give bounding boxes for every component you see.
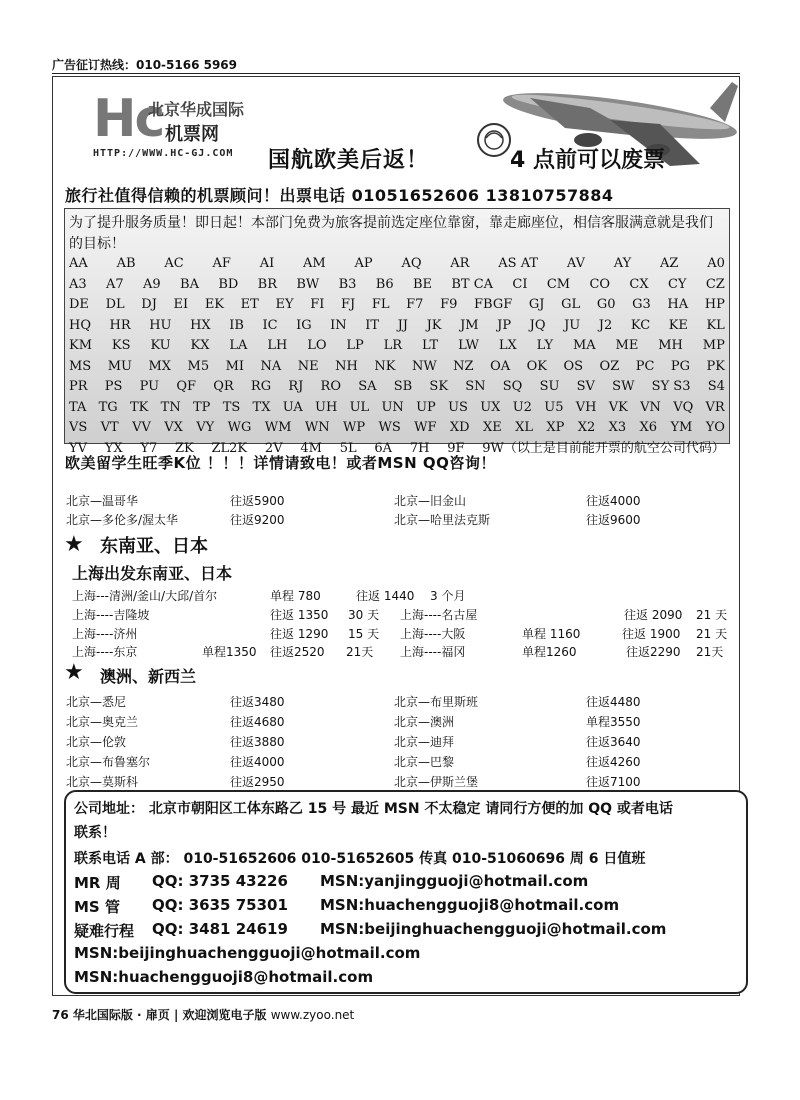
airline-code: YV	[69, 440, 87, 456]
airline-code: PS	[104, 379, 123, 394]
fare-price: 往返4680	[230, 715, 285, 729]
fare-route: 北京—迪拜	[394, 735, 455, 749]
airline-code: US	[448, 399, 468, 415]
fare-route: 北京—布鲁塞尔	[66, 755, 151, 769]
service-intro: 为了提升服务质量！即日起！本部门免费为旅客提前选定座位靠窗，靠走廊座位，相信客服满意就是我们的目标！	[69, 215, 713, 252]
airline-code: VX	[164, 420, 183, 435]
airline-code-row	[69, 295, 725, 316]
airline-code: 9F	[447, 440, 465, 456]
airline-code: SQ	[502, 379, 523, 394]
airline-code: JJ	[397, 317, 409, 333]
airline-code: XD	[449, 420, 470, 435]
airline-code: UX	[480, 399, 501, 415]
airline-code: VQ	[673, 399, 694, 415]
airline-code: BW	[296, 276, 320, 292]
fare-route: 北京—巴黎	[394, 755, 455, 769]
fare-route: 北京—悉尼	[66, 695, 127, 709]
airline-code: S4	[707, 379, 725, 394]
fare-route: 北京—澳洲	[394, 715, 455, 729]
airline-code: XP	[546, 420, 565, 435]
fare-term: 21 天	[696, 627, 728, 641]
airline-code: AQ	[401, 256, 422, 271]
airline-code: Y7	[140, 440, 158, 456]
airline-code: VY	[196, 420, 215, 435]
airline-code: OZ	[599, 358, 620, 374]
airline-codes-box	[64, 208, 730, 456]
airline-code: SV	[576, 379, 595, 394]
fare-route: 北京—布里斯班	[394, 695, 479, 709]
airline-code: DE	[69, 297, 89, 312]
airline-code: B3	[338, 276, 357, 292]
airline-code: CO	[589, 276, 611, 292]
airline-code-row	[69, 275, 725, 296]
airline-code: OA	[490, 358, 511, 374]
fare-term: 15 天	[348, 627, 380, 641]
airline-code: RJ	[288, 379, 304, 394]
airline-code: HR	[109, 317, 131, 333]
airline-code: DL	[105, 297, 125, 312]
airline-code: LO	[307, 338, 327, 353]
contact-person-name: MR 周	[74, 874, 121, 892]
airline-code: LP	[346, 338, 364, 353]
airline-code: JK	[426, 317, 442, 333]
airline-code: LW	[458, 338, 479, 353]
airline-code: MX	[148, 358, 172, 374]
airline-code: UA	[282, 399, 303, 415]
airline-code: UN	[381, 399, 404, 415]
fare-price: 单程3550	[586, 715, 641, 729]
fare-route: 北京—莫斯科	[66, 775, 139, 789]
airline-code: NH	[335, 358, 358, 374]
airline-code: 2V	[264, 440, 283, 456]
airline-code: SY S3	[651, 379, 691, 394]
contact-msn[interactable]: MSN:huachengguoji8@hotmail.com	[74, 968, 374, 986]
airline-code: 9W（以上是目前能开票的航空公司代码）	[482, 440, 725, 456]
fare-term: 3 个月	[430, 589, 466, 603]
airline-code: PU	[139, 379, 160, 394]
airline-code: KE	[668, 317, 688, 333]
airline-code: OS	[563, 358, 584, 374]
logo-subname: 机票网	[165, 124, 219, 145]
airline-code: PK	[706, 358, 725, 374]
fare-price: 往返 1440	[356, 589, 415, 603]
airline-code: AA	[69, 256, 88, 271]
airline-code: VR	[705, 399, 725, 415]
fare-price: 往返7100	[586, 775, 641, 789]
airline-code: RO	[320, 379, 341, 394]
fare-term: 21天	[346, 645, 374, 659]
airline-code: JP	[497, 317, 512, 333]
airline-code: PC	[635, 358, 655, 374]
airline-code: TS	[222, 399, 241, 415]
airline-code: A0	[707, 256, 725, 271]
contact-msn[interactable]: MSN:beijinghuachengguoji@hotmail.com	[74, 944, 421, 962]
fare-route: 北京—奥克兰	[66, 715, 139, 729]
airline-code: WG	[227, 420, 252, 435]
airline-code: HU	[149, 317, 172, 333]
fare-single: 单程1350	[202, 645, 257, 659]
fare-route: 北京—温哥华	[66, 494, 139, 508]
contact-person-msn[interactable]: MSN:yanjingguoji@hotmail.com	[320, 872, 589, 890]
airline-code: PG	[670, 358, 691, 374]
airline-code: AS AT	[498, 256, 539, 271]
airline-code: U5	[544, 399, 564, 415]
airline-code: EI	[173, 297, 189, 312]
airline-code: TA	[69, 399, 87, 415]
airline-code: SW	[612, 379, 635, 394]
footer-text: 76 华北国际版 · 扉页 | 欢迎浏览电子版	[52, 1008, 271, 1022]
fare-route: 上海----福冈	[400, 645, 466, 659]
airline-code-rows	[69, 254, 725, 459]
airline-code: AR	[450, 256, 470, 271]
airline-code-row	[69, 357, 725, 378]
airline-code: BD	[218, 276, 239, 292]
airline-code-row	[69, 316, 725, 337]
airline-code: NW	[411, 358, 437, 374]
fare-price: 往返3480	[230, 695, 285, 709]
airline-code: YM	[670, 420, 693, 435]
fare-route: 北京—旧金山	[394, 494, 467, 508]
fare-single: 单程 780	[270, 589, 321, 603]
airline-code: HP	[704, 297, 725, 312]
contact-person-qq: QQ: 3481 24619	[152, 920, 288, 938]
fare-price: 往返5900	[230, 494, 285, 508]
airline-code: MA	[572, 338, 596, 353]
airline-code: DJ	[141, 297, 157, 312]
airline-code: IG	[296, 317, 312, 333]
airline-code: KS	[111, 338, 131, 353]
section-title-anz: 澳洲、新西兰	[100, 667, 197, 686]
airline-code: YO	[705, 420, 725, 435]
section-title-sea: 东南亚、日本	[100, 536, 208, 557]
airline-code: NZ	[453, 358, 474, 374]
logo-url: HTTP://WWW.HC-GJ.COM	[93, 148, 234, 159]
airline-code: WN	[304, 420, 330, 435]
airline-code: YX	[104, 440, 123, 456]
airline-code: SK	[429, 379, 449, 394]
airline-code: LH	[267, 338, 288, 353]
airline-code: IC	[262, 317, 278, 333]
airline-code: LR	[383, 338, 403, 353]
airline-code: VK	[608, 399, 628, 415]
fare-price: 往返 1290	[270, 627, 329, 641]
airline-code: AM	[303, 256, 326, 271]
airline-code: IT	[365, 317, 380, 333]
airline-code: QR	[213, 379, 234, 394]
contact-box	[64, 790, 748, 994]
airline-code: A9	[143, 276, 161, 292]
footer-url[interactable]: www.zyoo.net	[270, 1008, 355, 1022]
fare-price: 往返 1900	[622, 627, 681, 641]
airline-code: A3	[69, 276, 87, 292]
airline-code: X2	[577, 420, 596, 435]
contact-person-msn[interactable]: MSN:beijinghuachengguoji@hotmail.com	[320, 920, 667, 938]
airline-code: MP	[702, 338, 725, 353]
airline-code: JU	[564, 317, 581, 333]
star-icon: ★	[64, 660, 84, 685]
airline-code: MU	[107, 358, 132, 374]
airline-code: CX	[629, 276, 649, 292]
slogan: 旅行社值得信赖的机票顾问！出票电话 01051652606 13810757884	[65, 186, 614, 205]
airline-code: AI	[259, 256, 275, 271]
airline-code: KM	[69, 338, 93, 353]
airline-code: LA	[229, 338, 248, 353]
page-footer	[52, 1006, 354, 1023]
airline-code: LT	[421, 338, 439, 353]
airline-code: CI	[512, 276, 528, 292]
airline-code: ZK	[174, 440, 194, 456]
airline-code: AV	[566, 256, 585, 271]
fare-term: 21天	[696, 645, 724, 659]
airline-code-row	[69, 418, 725, 439]
contact-person-qq: QQ: 3735 43226	[152, 872, 288, 890]
airline-code: LX	[498, 338, 517, 353]
airline-code: FL	[371, 297, 390, 312]
airline-code: F9	[440, 297, 458, 312]
airline-code: VT	[100, 420, 119, 435]
airline-code: CM	[546, 276, 571, 292]
airline-code: OK	[526, 358, 547, 374]
fare-single: 单程1260	[522, 645, 577, 659]
contact-phone: 联系电话 A 部： 010-51652606 010-51652605 传真 010-51060696 周 6 日值班	[74, 851, 646, 867]
airline-code: XL	[515, 420, 533, 435]
student-notice: 欧美留学生旺季K位 ！！！详情请致电！或者MSN QQ咨询！	[65, 454, 496, 472]
airline-code: IB	[229, 317, 244, 333]
airline-code: VH	[575, 399, 597, 415]
fare-price: 往返2950	[230, 775, 285, 789]
fare-route: 上海---清洲/釜山/大邱/首尔	[72, 589, 218, 603]
airline-code: HQ	[69, 317, 91, 333]
fare-price: 往返3880	[230, 735, 285, 749]
airline-code: KL	[706, 317, 725, 333]
airline-code: 4M	[300, 440, 322, 456]
airline-code: AP	[354, 256, 373, 271]
airline-code: ZL2K	[211, 440, 248, 456]
star-icon: ★	[64, 532, 84, 557]
airline-code: FJ	[340, 297, 356, 312]
fare-price: 往返9200	[230, 513, 285, 527]
fare-route: 北京—多伦多/渥太华	[66, 513, 179, 527]
airline-code: VN	[640, 399, 661, 415]
company-logo	[93, 89, 268, 165]
fare-price: 往返4000	[230, 755, 285, 769]
top-rule	[52, 73, 740, 74]
contact-person-qq: QQ: 3635 75301	[152, 896, 288, 914]
airline-code: G0	[596, 297, 616, 312]
airline-code: UL	[349, 399, 370, 415]
airline-code: HX	[190, 317, 211, 333]
airline-code: ET	[240, 297, 259, 312]
airline-code: JQ	[529, 317, 546, 333]
airline-code: RG	[250, 379, 272, 394]
fare-price: 往返4000	[586, 494, 641, 508]
ad-hotline: 广告征订热线：010-5166 5969	[52, 58, 238, 72]
airline-code: EK	[204, 297, 225, 312]
airline-code: IN	[330, 317, 347, 333]
airline-code: NE	[297, 358, 319, 374]
airline-code: TP	[192, 399, 211, 415]
logo-letters: Hc	[93, 89, 164, 149]
airline-code: FI	[310, 297, 325, 312]
airline-code: BE	[412, 276, 433, 292]
airline-code: QF	[176, 379, 197, 394]
airline-code: JM	[460, 317, 479, 333]
airline-code: WS	[378, 420, 401, 435]
airline-code: M5	[187, 358, 210, 374]
airline-code: MI	[225, 358, 245, 374]
airline-code: AC	[164, 256, 184, 271]
airline-code: SU	[539, 379, 560, 394]
airline-code: KX	[190, 338, 210, 353]
airline-code: KU	[150, 338, 171, 353]
airline-code: U2	[512, 399, 532, 415]
logo-name: 北京华成国际	[148, 100, 245, 119]
airline-code: BT CA	[451, 276, 494, 292]
fare-route: 上海----大阪	[400, 627, 466, 641]
airline-code: LY	[536, 338, 554, 353]
airline-code: BR	[257, 276, 278, 292]
fare-route: 北京—哈里法克斯	[394, 513, 491, 527]
company-address-cont: 联系！	[74, 825, 116, 841]
airline-code: VS	[69, 420, 88, 435]
airline-code: X3	[608, 420, 627, 435]
airline-code: CY	[667, 276, 687, 292]
airline-code: EY	[275, 297, 294, 312]
airline-code: 5L	[339, 440, 357, 456]
airline-code: UP	[416, 399, 436, 415]
fare-price: 往返4480	[586, 695, 641, 709]
airline-code: TK	[129, 399, 149, 415]
airline-code: B6	[375, 276, 394, 292]
airline-code: TG	[98, 399, 118, 415]
airline-code: 6A	[374, 440, 393, 456]
airline-code: PR	[69, 379, 88, 394]
airline-code: CZ	[705, 276, 725, 292]
airline-code: G3	[632, 297, 651, 312]
airline-code: FBGF	[474, 297, 513, 312]
airline-code: TX	[252, 399, 271, 415]
airline-code: WF	[414, 420, 437, 435]
fare-route: 北京—伊斯兰堡	[394, 775, 479, 789]
airline-code: SB	[393, 379, 413, 394]
airline-code: KC	[630, 317, 651, 333]
airline-code: NK	[374, 358, 396, 374]
fare-price: 往返4260	[586, 755, 641, 769]
airline-code: AY	[613, 256, 632, 271]
airline-code-row	[69, 336, 725, 357]
airline-code: GL	[561, 297, 581, 312]
airline-code: VV	[132, 420, 151, 435]
fare-route: 上海----东京	[72, 645, 138, 659]
airline-code: SA	[358, 379, 377, 394]
airline-code: 7H	[409, 440, 430, 456]
company-address: 公司地址： 北京市朝阳区工体东路乙 15 号 最近 MSN 不太稳定 请同行方便的加 QQ 或者电话	[74, 801, 673, 817]
airline-code: XE	[482, 420, 502, 435]
airline-code: MH	[658, 338, 683, 353]
fare-term: 30 天	[348, 608, 380, 622]
airline-code: HA	[667, 297, 689, 312]
airline-code-row	[69, 254, 725, 275]
airline-code: SN	[465, 379, 486, 394]
airline-code-row	[69, 398, 725, 419]
airline-code: X6	[639, 420, 658, 435]
airline-code: BA	[180, 276, 199, 292]
airline-code: TN	[160, 399, 181, 415]
fare-price: 往返9600	[586, 513, 641, 527]
airline-code: ME	[615, 338, 639, 353]
contact-person-msn[interactable]: MSN:huachengguoji8@hotmail.com	[320, 896, 620, 914]
airline-code: GJ	[528, 297, 545, 312]
headline: 国航欧美后返！	[268, 148, 430, 173]
fare-price: 往返2290	[626, 645, 681, 659]
airline-code: WP	[342, 420, 366, 435]
airline-code: MS	[69, 358, 92, 374]
headline-refund: 4 点前可以废票	[510, 148, 665, 173]
airline-code: AF	[212, 256, 231, 271]
airline-code: AB	[116, 256, 136, 271]
airline-code: WM	[264, 420, 292, 435]
fare-price: 往返2520	[270, 645, 325, 659]
section-subtitle-sea: 上海出发东南亚、日本	[72, 564, 233, 583]
airline-code: J2	[598, 317, 613, 333]
airline-code-row	[69, 377, 725, 398]
fare-price: 往返 2090	[624, 608, 683, 622]
fare-price: 往返3640	[586, 735, 641, 749]
airline-code: F7	[406, 297, 424, 312]
airline-code: A7	[106, 276, 124, 292]
fare-route: 上海----济州	[72, 627, 138, 641]
fare-route: 上海----名古屋	[400, 608, 478, 622]
contact-person-name: MS 管	[74, 898, 120, 916]
contact-person-name: 疑难行程	[74, 922, 135, 940]
fare-single: 单程 1160	[522, 627, 581, 641]
airline-code: NA	[260, 358, 282, 374]
fare-route: 上海----吉隆坡	[72, 608, 150, 622]
fare-route: 北京—伦敦	[66, 735, 127, 749]
airline-code: UH	[315, 399, 338, 415]
fare-term: 21 天	[696, 608, 728, 622]
fare-price: 往返 1350	[270, 608, 329, 622]
airline-code: AZ	[660, 256, 679, 271]
